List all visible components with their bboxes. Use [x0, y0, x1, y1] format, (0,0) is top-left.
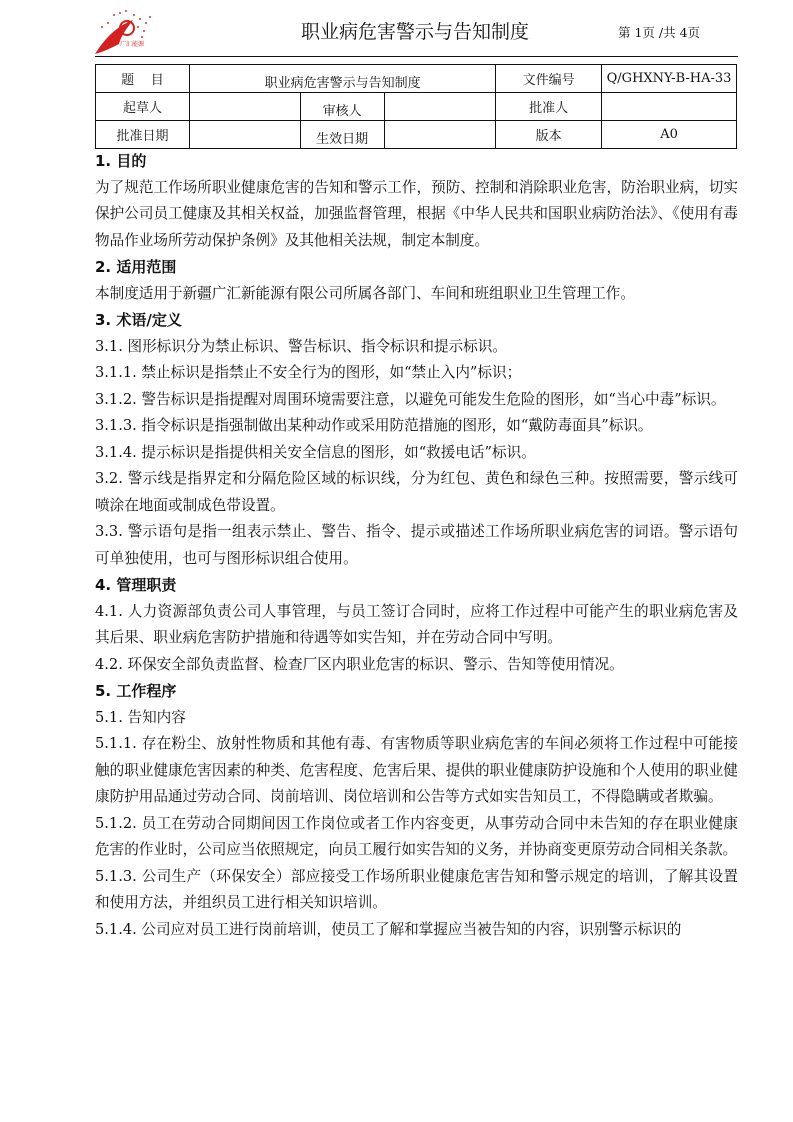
paragraph: 为了规范工作场所职业健康危害的告知和警示工作，预防、控制和消除职业危害，防治职业病，切实保护公司员工健康及其相关权益，加强监督管理，根据《中华人民共和国职业病防治法》、《使用有毒物品作业场所劳动保护条例》及其他相关法规，制定本制度。	[95, 178, 738, 249]
approve-date-label: 批准日期	[96, 121, 190, 149]
version-label: 版本	[496, 121, 602, 149]
paragraph: 5.1.2. 员工在劳动合同期间因工作岗位或者工作内容变更，从事劳动合同中未告知的存在职业健康危害的作业时，公司应当依照规定，向员工履行如实告知的义务，并协商变更原劳动合同相关条款。	[95, 814, 738, 858]
header-divider	[95, 56, 738, 57]
section-heading: 2. 适用范围	[95, 258, 177, 276]
reviewer-value	[384, 93, 496, 121]
logo-text: 广汇能源	[120, 41, 145, 48]
effective-date-value	[384, 121, 496, 149]
doc-no-label: 文件编号	[496, 65, 602, 93]
title-label: 题 目	[96, 65, 190, 93]
section-heading: 3. 术语/定义	[95, 311, 182, 329]
paragraph: 4.2. 环保安全部负责监督、检查厂区内职业危害的标识、警示、告知等使用情况。	[95, 655, 624, 673]
document-title: 职业病危害警示与告知制度	[300, 21, 529, 43]
drafter-label: 起草人	[96, 93, 190, 121]
logo-icon	[93, 8, 161, 56]
paragraph: 3.1.1. 禁止标识是指禁止不安全行为的图形，如“禁止入内”标识；	[95, 364, 522, 381]
effective-date-label: 生效日期	[300, 121, 384, 149]
paragraph: 3.1. 图形标识分为禁止标识、警告标识、指令标识和提示标识。	[95, 337, 507, 355]
section-heading: 5. 工作程序	[95, 682, 177, 700]
approver-value	[602, 93, 737, 121]
drafter-value	[189, 93, 300, 121]
doc-no-value: Q/GHXNY-B-HA-33	[602, 65, 737, 93]
paragraph: 4.1. 人力资源部负责公司人事管理，与员工签订合同时，应将工作过程中可能产生的职业病危害及其后果、职业病危害防护措施和待遇等如实告知，并在劳动合同中写明。	[95, 602, 738, 646]
section-heading: 1. 目的	[95, 152, 147, 170]
table-row	[96, 121, 737, 149]
version-value: A0	[602, 121, 737, 149]
document-body	[95, 148, 738, 943]
table-row	[96, 65, 737, 93]
paragraph: 3.2. 警示线是指界定和分隔危险区域的标识线，分为红包、黄色和绿色三种。按照需要，警示线可喷涂在地面或制成色带设置。	[95, 470, 738, 514]
paragraph: 5.1.4. 公司应对员工进行岗前培训，使员工了解和掌握应当被告知的内容，识别警示标识的	[95, 920, 682, 938]
paragraph: 本制度适用于新疆广汇新能源有限公司所属各部门、车间和班组职业卫生管理工作。	[95, 284, 635, 302]
approver-label: 批准人	[496, 93, 602, 121]
reviewer-label: 审核人	[300, 93, 384, 121]
section-heading: 4. 管理职责	[95, 576, 177, 594]
page-indicator: 第 1页 /共 4页	[618, 25, 701, 40]
paragraph: 3.1.3. 指令标识是指强制做出某种动作或采用防范措施的图形，如“戴防毒面具”标识。	[95, 417, 653, 434]
document-info-table	[95, 64, 737, 149]
paragraph: 3.1.2. 警告标识是指提醒对周围环境需要注意，以避免可能发生危险的图形，如“当心中毒”标识。	[95, 390, 726, 408]
paragraph: 5.1. 告知内容	[95, 708, 186, 726]
table-row	[96, 93, 737, 121]
paragraph: 5.1.1. 存在粉尘、放射性物质和其他有毒、有害物质等职业病危害的车间必须将工作过程中可能接触的职业健康危害因素的种类、危害程度、危害后果、提供的职业健康防护设施和个人使用的职业健康防护用品通过劳动合同、岗前培训、岗位培训和公告等方式如实告知员工，不得隐瞒或者欺骗。	[95, 735, 738, 805]
title-value: 职业病危害警示与告知制度	[189, 65, 495, 93]
paragraph: 5.1.3. 公司生产（环保安全）部应接受工作场所职业健康危害告知和警示规定的培训，了解其设置和使用方法，并组织员工进行相关知识培训。	[95, 867, 738, 911]
approve-date-value	[189, 121, 300, 149]
paragraph: 3.3. 警示语句是指一组表示禁止、警告、指令、提示或描述工作场所职业病危害的词语。警示语句可单独使用，也可与图形标识组合使用。	[95, 523, 738, 567]
paragraph: 3.1.4. 提示标识是指提供相关安全信息的图形，如“救援电话”标识。	[95, 443, 536, 461]
